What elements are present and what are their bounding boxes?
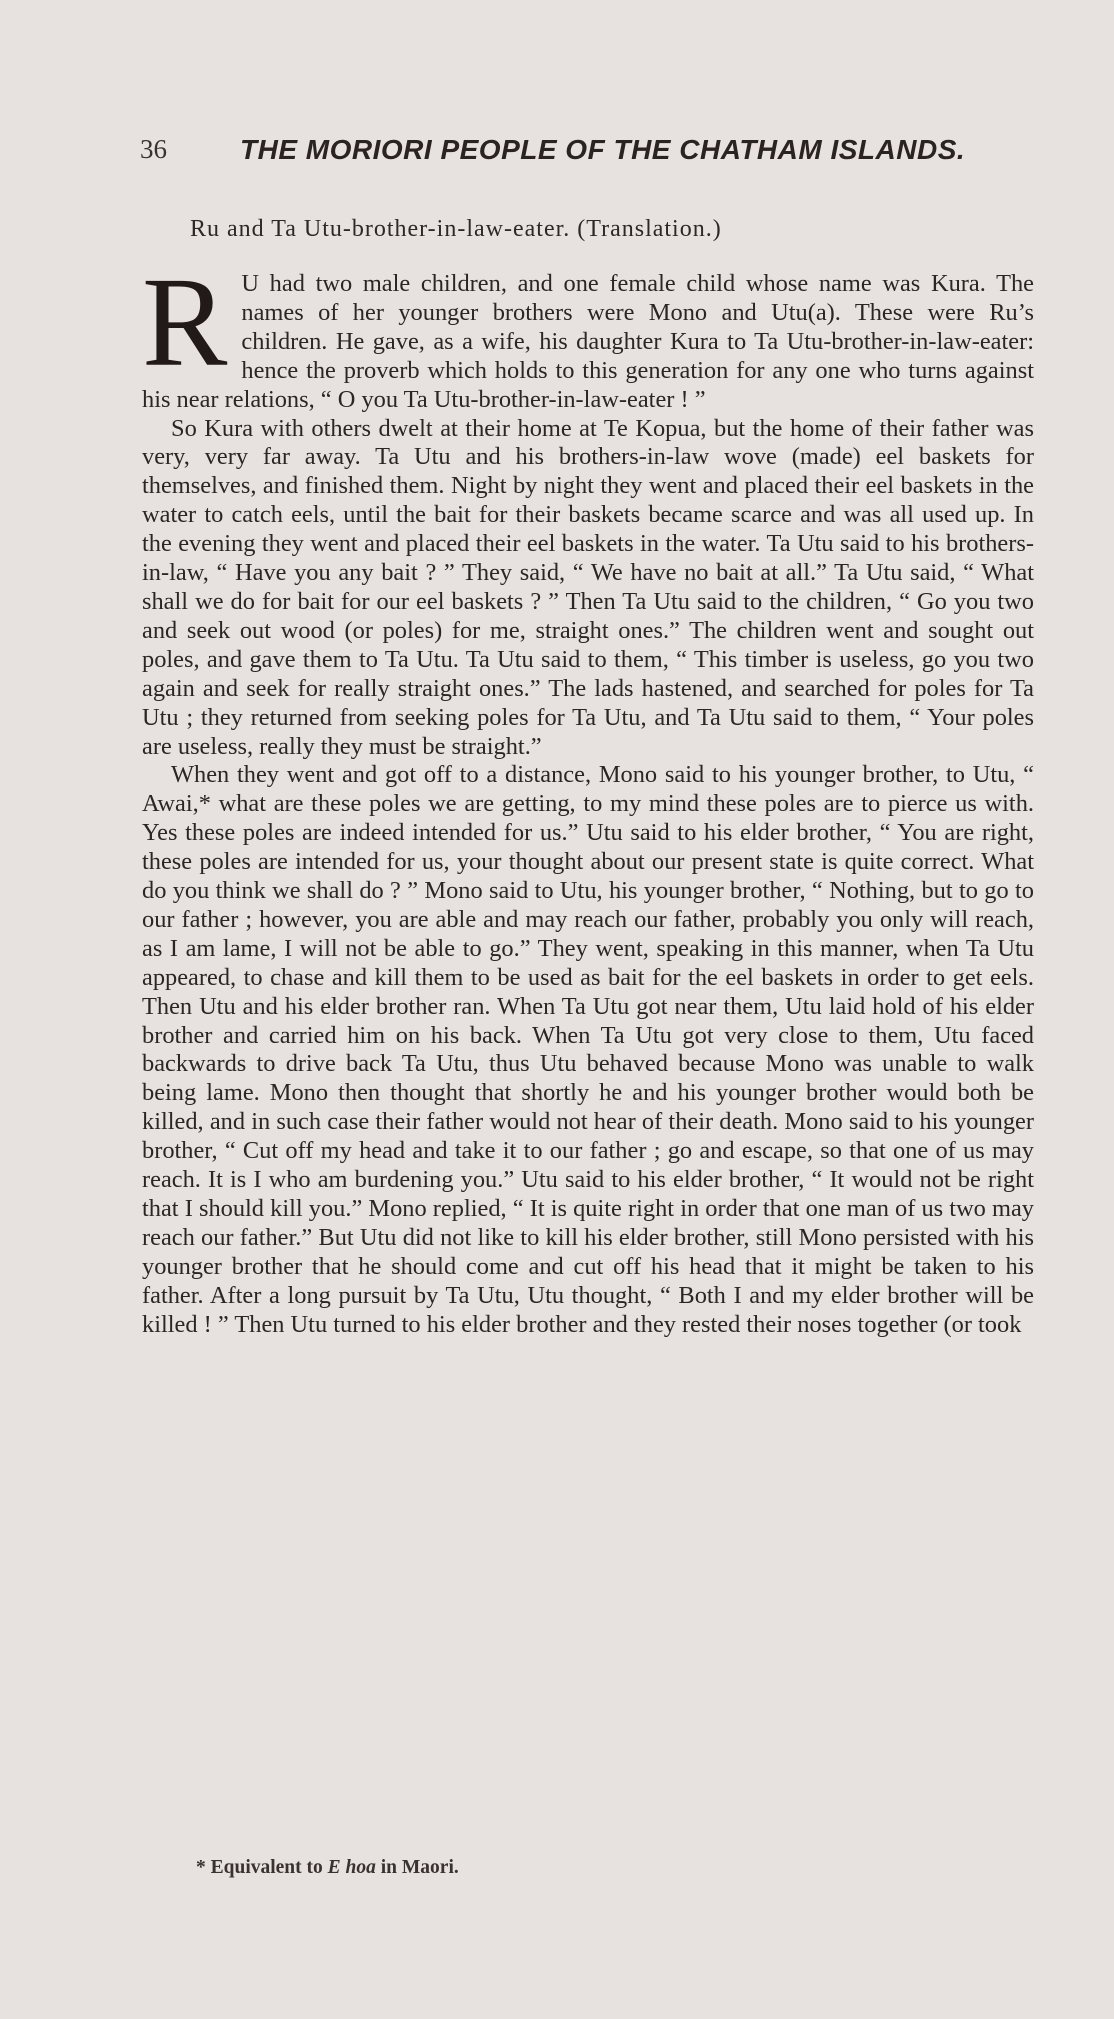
section-title: Ru and Ta Utu-brother-in-law-eater. (Translation.) bbox=[190, 216, 722, 242]
body-text bbox=[142, 251, 1034, 1340]
paragraph-3: When they went and got off to a distance, Mono said to his younger brother, to Utu, “ Awai,* what are these poles we are getting, to my mind these poles are to pierce us with. Yes these poles are indeed intended for us.” Utu said to his elder brother, “ You are right, these poles are intended for us, your thought about our present state is quite correct. What do you think we shall do ? ” Mono said to Utu, his younger brother, “ Nothing, but to go to our father ; however, you are able and may reach our father, probably you only will reach, as I am lame, I will not be able to go.” They went, speaking in this manner, when Ta Utu appeared, to chase and kill them to be used as bait for the eel baskets in order to get eels. Then Utu and his elder brother ran. When Ta Utu got near them, Utu laid hold of his elder brother and carried him on his back. When Ta Utu got very close to them, Utu faced backwards to drive back Ta Utu, thus Utu behaved because Mono was unable to walk being lame. Mono then thought that shortly he and his younger brother would both be killed, and in such case their father would not hear of their death. Mono said to his younger brother, “ Cut off my head and take it to our father ; go and escape, so that one of us may reach. It is I who am burdening you.” Utu said to his elder brother, “ It would not be right that I should kill you.” Mono replied, “ It is quite right in order that one man of us two may reach our father.” But Utu did not like to kill his elder brother, still Mono persisted with his younger brother that he should come and cut off his head that it might be taken to his father. After a long pursuit by Ta Utu, Utu thought, “ Both I and my elder brother will be killed ! ” Then Utu turned to his elder brother and they rested their noses together (or took bbox=[142, 761, 1034, 1338]
page-header bbox=[140, 134, 966, 174]
paragraph-1 bbox=[142, 251, 1034, 415]
footnote-marker: * Equivalent to bbox=[196, 1857, 323, 1878]
page-number: 36 bbox=[140, 134, 167, 164]
paragraph-1-text: U had two male children, and one female child whose name was Kura. The names of her younger brothers were Mono and Utu(a). These were Ru’s children. He gave, as a wife, his daughter Kura to Ta Utu-brother-in-law-eater: hence the proverb which holds to this generation for any one who turns against his near relations, “ O you Ta Utu-brother-in-law-eater ! ” bbox=[142, 270, 1034, 413]
drop-cap: R bbox=[142, 251, 228, 393]
running-title: THE MORIORI PEOPLE OF THE CHATHAM ISLANDS. bbox=[240, 134, 966, 165]
footnote-suffix: in Maori. bbox=[380, 1857, 459, 1878]
footnote bbox=[196, 1857, 459, 1879]
footnote-term: E hoa bbox=[327, 1857, 376, 1878]
paragraph-2: So Kura with others dwelt at their home at Te Kopua, but the home of their father was very, very far away. Ta Utu and his brothers-in-law wove (made) eel baskets for themselves, and finished them. Night by night they went and placed their eel baskets in the water to catch eels, until the bait for their baskets became scarce and was all used up. In the evening they went and placed their eel baskets in the water. Ta Utu said to his brothers-in-law, “ Have you any bait ? ” They said, “ We have no bait at all.” Ta Utu said, “ What shall we do for bait for our eel baskets ? ” Then Ta Utu said to the children, “ Go you two and seek out wood (or poles) for me, straight ones.” The children went and sought out poles, and gave them to Ta Utu. Ta Utu said to them, “ This timber is useless, go you two again and seek for really straight ones.” The lads hastened, and searched for poles for Ta Utu ; they returned from seeking poles for Ta Utu, and Ta Utu said to them, “ Your poles are useless, really they must be straight.” bbox=[142, 414, 1034, 760]
